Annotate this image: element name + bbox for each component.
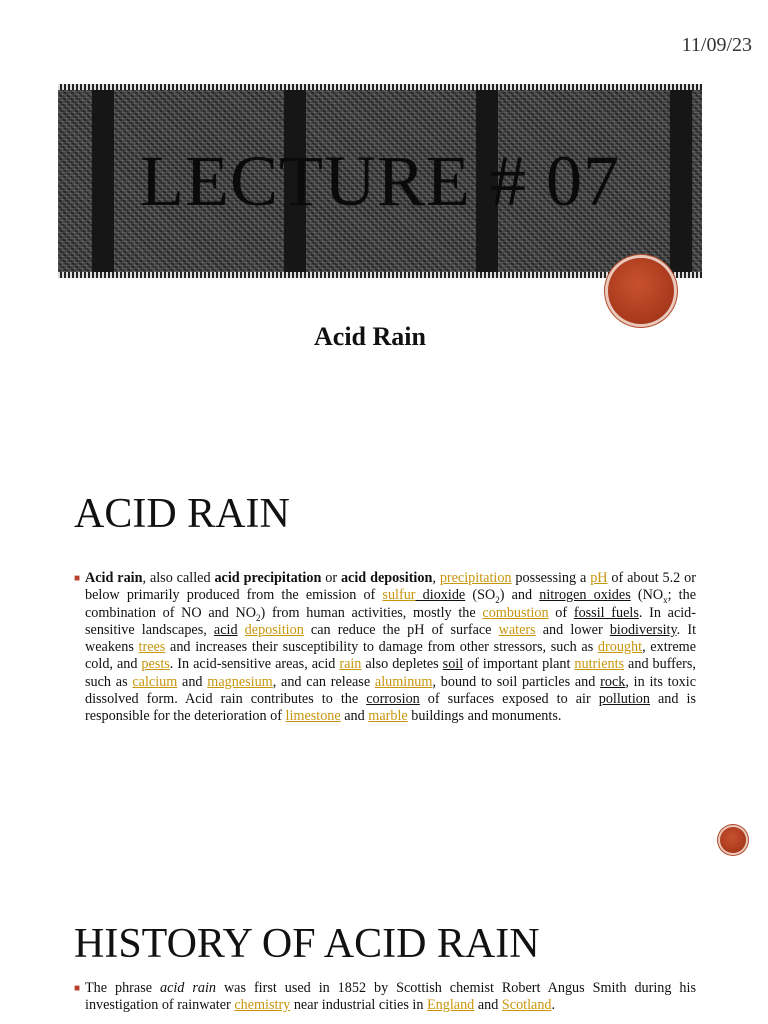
- text: also depletes: [361, 656, 443, 673]
- text: was first used in 1852 by Scottish chemist Robert Angus Smith during his investigation of rainwater: [85, 980, 696, 1014]
- term: acid rain: [159, 980, 216, 996]
- text: near industrial cities in: [290, 997, 427, 1014]
- link-trees[interactable]: trees: [138, 639, 166, 656]
- link-dioxide[interactable]: dioxide: [415, 587, 466, 604]
- text: ) and: [499, 587, 540, 604]
- link-marble[interactable]: marble: [368, 708, 408, 725]
- link-ph[interactable]: pH: [590, 570, 608, 586]
- link-aluminum[interactable]: aluminum: [374, 673, 433, 690]
- bullet-icon: ■: [74, 983, 81, 994]
- text: or: [321, 570, 341, 586]
- link-nitrogen-oxides[interactable]: nitrogen oxides: [539, 587, 631, 604]
- link-scotland[interactable]: Scotland: [501, 997, 552, 1014]
- link-precipitation[interactable]: precipitation: [439, 570, 512, 586]
- text: and lower: [535, 621, 610, 638]
- link-limestone[interactable]: limestone: [285, 708, 341, 725]
- link-deposition[interactable]: deposition: [244, 621, 304, 638]
- link-rock[interactable]: rock: [600, 673, 626, 690]
- term: acid precipitation: [214, 570, 322, 586]
- text: . In acid-sensitive areas, acid: [169, 656, 340, 673]
- link-corrosion[interactable]: corrosion: [366, 691, 420, 708]
- link-nutrients[interactable]: nutrients: [574, 656, 625, 673]
- text: [238, 622, 245, 638]
- subscript: x: [663, 595, 668, 606]
- text: ,: [432, 570, 440, 586]
- text: , also called: [142, 570, 215, 586]
- text: The phrase: [85, 980, 160, 996]
- text: , extreme cold, and: [85, 639, 696, 673]
- text: ; the combination of NO and NO: [85, 587, 696, 621]
- text: possessing a: [511, 570, 591, 586]
- acid-rain-paragraph: [74, 570, 696, 726]
- text: (NO: [630, 587, 664, 604]
- text: and increases their susceptibility to damage from other stressors, such as: [165, 639, 598, 656]
- text: . It weakens: [85, 621, 697, 656]
- link-combustion[interactable]: combustion: [482, 604, 549, 621]
- link-sulfur[interactable]: sulfur: [382, 587, 416, 604]
- text: and: [177, 673, 208, 690]
- paragraph-text: [74, 980, 696, 1015]
- term: acid deposition: [340, 570, 433, 586]
- link-pollution[interactable]: pollution: [598, 691, 650, 708]
- text: ) from human activities, mostly the: [260, 604, 483, 621]
- link-calcium[interactable]: calcium: [132, 673, 178, 690]
- term: Acid rain: [85, 570, 143, 586]
- text: buildings and monuments.: [407, 708, 562, 725]
- text: of important plant: [463, 656, 575, 673]
- banner-edge-top: [58, 84, 702, 90]
- section-heading-history: HISTORY OF ACID RAIN: [74, 921, 540, 967]
- banner-edge-bottom: [58, 272, 702, 278]
- text: of surfaces exposed to air: [419, 691, 599, 708]
- link-england[interactable]: England: [427, 997, 475, 1014]
- link-pests[interactable]: pests: [141, 656, 170, 673]
- subscript: 2: [495, 595, 500, 606]
- text: , bound to soil particles and: [432, 673, 601, 690]
- text: , in its toxic dissolved form. Acid rain contributes to the: [85, 673, 696, 708]
- title-banner: [58, 84, 702, 278]
- text: .: [551, 997, 556, 1014]
- decorative-circle-icon: [608, 258, 674, 324]
- link-waters[interactable]: waters: [498, 621, 536, 638]
- link-drought[interactable]: drought: [597, 639, 643, 656]
- bullet-icon: ■: [74, 573, 81, 584]
- text: of: [548, 604, 574, 621]
- lecture-title: LECTURE # 07: [140, 141, 620, 221]
- link-biodiversity[interactable]: biodiversity: [609, 621, 677, 638]
- paragraph-text: [74, 570, 696, 726]
- text: and is responsible for the deterioration of: [85, 691, 696, 725]
- text: and: [474, 997, 502, 1014]
- link-acid[interactable]: acid: [213, 621, 238, 638]
- link-soil[interactable]: soil: [442, 656, 464, 673]
- link-magnesium[interactable]: magnesium: [207, 673, 273, 690]
- section-heading-acid-rain: ACID RAIN: [74, 491, 290, 537]
- text: and: [340, 708, 369, 725]
- link-rain[interactable]: rain: [339, 656, 362, 673]
- slide-subtitle: Acid Rain: [314, 322, 426, 351]
- link-fossil-fuels[interactable]: fossil fuels: [573, 604, 639, 621]
- history-paragraph: [74, 980, 696, 1015]
- decorative-circle-icon: [720, 827, 746, 853]
- subscript: 2: [256, 612, 261, 623]
- text: and buffers, such as: [85, 656, 696, 690]
- text: , and can release: [272, 673, 375, 690]
- text: of about 5.2 or below primarily produced from the emission of: [85, 570, 696, 604]
- text: . In acid-sensitive landscapes,: [85, 604, 696, 638]
- text: (SO: [465, 587, 496, 604]
- link-chemistry[interactable]: chemistry: [234, 997, 291, 1014]
- slide-date: 11/09/23: [681, 34, 752, 56]
- text: can reduce the pH of surface: [303, 621, 499, 638]
